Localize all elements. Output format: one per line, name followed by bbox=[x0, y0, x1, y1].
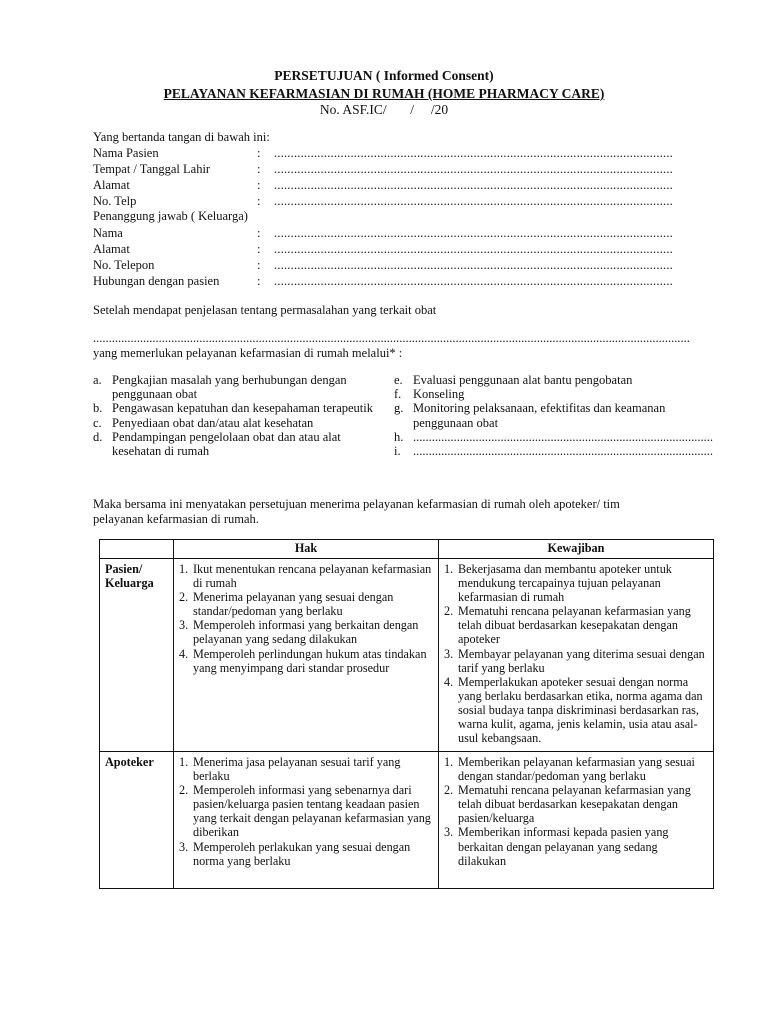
service-marker: b. bbox=[93, 401, 103, 416]
role-cell-patient: Pasien/ Keluarga bbox=[100, 559, 174, 752]
service-text: Pengkajian masalah yang berhubungan dengan penggunaan obat bbox=[112, 373, 347, 402]
list-item-text: Memperoleh perlakukan yang sesuai dengan norma yang berlaku bbox=[193, 839, 411, 868]
field-colon: : bbox=[257, 178, 261, 192]
service-item bbox=[394, 373, 684, 387]
role-cell-pharmacist: Apoteker bbox=[100, 752, 174, 889]
service-item-blank[interactable] bbox=[394, 444, 713, 459]
service-marker: h. bbox=[394, 429, 404, 444]
field-patient-phone[interactable] bbox=[93, 194, 693, 210]
form-subtitle: PELAYANAN KEFARMASIAN DI RUMAH (HOME PHARMACY CARE) bbox=[163, 86, 605, 101]
list-item: 3. Membayar pelayanan yang diterima sesuai dengan tarif yang berlaku bbox=[444, 646, 705, 675]
field-guardian-relationship[interactable] bbox=[93, 274, 693, 290]
list-item-text: Membayar pelayanan yang diterima sesuai dengan tarif yang berlaku bbox=[458, 646, 705, 675]
table-header-row bbox=[100, 540, 714, 559]
service-marker: c. bbox=[93, 415, 102, 430]
field-colon: : bbox=[257, 194, 261, 208]
field-colon: : bbox=[257, 146, 261, 160]
list-item: 1. Ikut menentukan rencana pelayanan kefarmasian di rumah bbox=[179, 562, 432, 591]
list-item-text: Memperoleh informasi yang berkaitan dengan pelayanan yang sedang dilakukan bbox=[193, 618, 419, 647]
field-colon: : bbox=[257, 274, 261, 288]
service-text: Penyediaan obat dan/atau alat kesehatan bbox=[112, 415, 314, 430]
list-item-text: Ikut menentukan rencana pelayanan kefarmasian di rumah bbox=[193, 562, 432, 591]
list-item-text: Mematuhi rencana pelayanan kefarmasian yang telah dibuat berdasarkan kesepakatan dengan apoteker bbox=[458, 604, 691, 647]
service-item bbox=[394, 387, 684, 401]
list-item: 2. Menerima pelayanan yang sesuai dengan standar/pedoman yang berlaku bbox=[179, 590, 394, 619]
field-blank-line[interactable]: ........................................................................................................................ bbox=[274, 146, 673, 160]
service-marker: g. bbox=[394, 401, 404, 416]
list-item-text: Memperoleh informasi yang sebenarnya dari pasien/keluarga pasien tentang keadaan pasien yang terkait dengan pelayanan kefarmasian yang diberikan bbox=[193, 783, 431, 840]
table-row bbox=[100, 559, 714, 752]
list-item-text: Menerima pelayanan yang sesuai dengan standar/pedoman yang berlaku bbox=[193, 590, 394, 619]
field-label: No. Telp bbox=[93, 194, 137, 208]
list-item: 1. Memberikan pelayanan kefarmasian yang sesuai dengan standar/pedoman yang berlaku bbox=[444, 755, 695, 784]
list-item-text: Memperlakukan apoteker sesuai dengan norma yang berlaku berdasarkan etika, norma agama dan sosial budaya tanpa diskriminasi berdasarkan ras, warna kulit, agama, jenis kelamin, usia atau asal-usul kebangsaan. bbox=[458, 674, 703, 746]
service-item bbox=[93, 430, 373, 458]
field-colon: : bbox=[257, 242, 261, 256]
explanation-blank-line[interactable]: ............................................................................................................................................................................................... bbox=[93, 331, 690, 345]
field-blank-line[interactable]: ........................................................................................................................ bbox=[274, 178, 673, 192]
service-item bbox=[93, 416, 373, 430]
field-guardian-phone[interactable] bbox=[93, 258, 693, 274]
list-item: 4. Memperlakukan apoteker sesuai dengan norma yang berlaku berdasarkan etika, norma agama dan sosial budaya tanpa diskriminasi berdasarkan ras, warna kulit, agama, jenis kelamin, usia atau asal-usul kebangsaan. bbox=[444, 674, 703, 746]
duties-cell bbox=[439, 559, 714, 752]
service-item bbox=[93, 373, 373, 401]
service-text: Monitoring pelaksanaan, efektifitas dan keamanan penggunaan obat bbox=[413, 401, 666, 430]
field-colon: : bbox=[257, 226, 261, 240]
consent-statement: Maka bersama ini menyatakan persetujuan menerima pelayanan kefarmasian di rumah oleh apoteker/ tim pelayanan kefarmasian di rumah. bbox=[93, 497, 620, 526]
form-title: PERSETUJUAN ( Informed Consent) bbox=[274, 68, 494, 83]
rights-cell bbox=[174, 752, 439, 889]
guardian-heading: Penanggung jawab ( Keluarga) bbox=[93, 209, 248, 223]
header-duties: Kewajiban bbox=[439, 540, 714, 559]
field-guardian-address[interactable] bbox=[93, 242, 693, 258]
field-label: Alamat bbox=[93, 178, 130, 192]
services-intro: yang memerlukan pelayanan kefarmasian di rumah melalui* : bbox=[93, 346, 403, 360]
field-blank-line[interactable]: ........................................................................................................................ bbox=[274, 194, 673, 208]
list-item-text: Bekerjasama dan membantu apoteker untuk mendukung tercapainya tujuan pelayanan kefarmasian di rumah bbox=[458, 562, 672, 605]
intro-text: Yang bertanda tangan di bawah ini: bbox=[93, 130, 270, 144]
list-item: 2. Memperoleh informasi yang sebenarnya dari pasien/keluarga pasien tentang keadaan pasien yang terkait dengan pelayanan kefarmasian yang diberikan bbox=[179, 783, 431, 840]
form-number: No. ASF.IC/ / /20 bbox=[319, 102, 449, 117]
service-marker: e. bbox=[394, 373, 403, 387]
field-blank-line[interactable]: ........................................................................................................................ bbox=[274, 242, 673, 256]
services-list-right bbox=[394, 373, 713, 459]
field-label: Hubungan dengan pasien bbox=[93, 274, 220, 288]
rights-list bbox=[179, 562, 433, 675]
explanation-text: Setelah mendapat penjelasan tentang permasalahan yang terkait obat bbox=[93, 303, 437, 317]
duties-list bbox=[444, 755, 708, 868]
rights-cell bbox=[174, 559, 439, 752]
service-text: Evaluasi penggunaan alat bantu pengobatan bbox=[413, 373, 633, 387]
field-label: Nama bbox=[93, 226, 123, 240]
list-item: 3. Memberikan informasi kepada pasien yang berkaitan dengan pelayanan yang sedang dilakukan bbox=[444, 825, 669, 868]
service-marker: f. bbox=[394, 387, 402, 402]
service-item-blank[interactable] bbox=[394, 429, 713, 444]
service-marker: i. bbox=[394, 444, 401, 459]
service-marker: a. bbox=[93, 373, 102, 387]
service-text: Konseling bbox=[413, 387, 465, 402]
list-item: 4. Memperoleh perlindungan hukum atas tindakan yang menyimpang dari standar prosedur bbox=[179, 646, 427, 675]
service-item bbox=[93, 401, 373, 415]
service-blank-line[interactable]: ................................................................................................ bbox=[413, 444, 713, 459]
field-label: Nama Pasien bbox=[93, 146, 159, 160]
table-row bbox=[100, 752, 714, 889]
header-role bbox=[100, 540, 174, 559]
field-colon: : bbox=[257, 162, 261, 176]
list-item: 1. Bekerjasama dan membantu apoteker untuk mendukung tercapainya tujuan pelayanan kefarmasian di rumah bbox=[444, 562, 672, 605]
field-blank-line[interactable]: ........................................................................................................................ bbox=[274, 258, 673, 272]
service-text: Pendampingan pengelolaan obat dan atau alat kesehatan di rumah bbox=[112, 429, 341, 459]
list-item-text: Memperoleh perlindungan hukum atas tindakan yang menyimpang dari standar prosedur bbox=[193, 646, 427, 675]
list-item: 3. Memperoleh informasi yang berkaitan dengan pelayanan yang sedang dilakukan bbox=[179, 618, 419, 647]
duties-list bbox=[444, 562, 708, 745]
rights-duties-table bbox=[99, 539, 714, 889]
header-rights: Hak bbox=[174, 540, 439, 559]
list-item-text: Memberikan informasi kepada pasien yang berkaitan dengan pelayanan yang sedang dilakukan bbox=[458, 825, 669, 868]
service-item bbox=[394, 401, 684, 429]
field-patient-address[interactable] bbox=[93, 178, 693, 194]
field-blank-line[interactable]: ........................................................................................................................ bbox=[274, 226, 673, 240]
field-blank-line[interactable]: ........................................................................................................................ bbox=[274, 162, 673, 176]
field-blank-line[interactable]: ........................................................................................................................ bbox=[274, 274, 673, 288]
field-guardian-name[interactable] bbox=[93, 226, 693, 242]
list-item-text: Mematuhi rencana pelayanan kefarmasian yang telah dibuat berdasarkan kesepakatan dengan pasien/keluarga bbox=[458, 783, 691, 826]
list-item-text: Menerima jasa pelayanan sesuai tarif yang berlaku bbox=[193, 755, 401, 784]
services-list-left bbox=[93, 373, 373, 458]
list-item-text: Memberikan pelayanan kefarmasian yang sesuai dengan standar/pedoman yang berlaku bbox=[458, 755, 695, 784]
field-patient-name[interactable] bbox=[93, 146, 693, 162]
field-label: Alamat bbox=[93, 242, 130, 256]
service-marker: d. bbox=[93, 429, 103, 444]
service-text: Pengawasan kepatuhan dan kesepahaman terapeutik bbox=[112, 401, 374, 416]
duties-cell bbox=[439, 752, 714, 889]
rights-list bbox=[179, 755, 433, 868]
list-item: 2. Mematuhi rencana pelayanan kefarmasian yang telah dibuat berdasarkan kesepakatan dengan apoteker bbox=[444, 604, 691, 647]
field-label: Tempat / Tanggal Lahir bbox=[93, 162, 211, 176]
list-item: 1. Menerima jasa pelayanan sesuai tarif yang berlaku bbox=[179, 755, 401, 784]
service-blank-line[interactable]: ................................................................................................ bbox=[413, 429, 713, 444]
list-item: 2. Mematuhi rencana pelayanan kefarmasian yang telah dibuat berdasarkan kesepakatan dengan pasien/keluarga bbox=[444, 783, 691, 826]
list-item: 3. Memperoleh perlakukan yang sesuai dengan norma yang berlaku bbox=[179, 839, 411, 868]
field-colon: : bbox=[257, 258, 261, 272]
field-label: No. Telepon bbox=[93, 258, 155, 272]
field-birth-place-date[interactable] bbox=[93, 162, 693, 178]
